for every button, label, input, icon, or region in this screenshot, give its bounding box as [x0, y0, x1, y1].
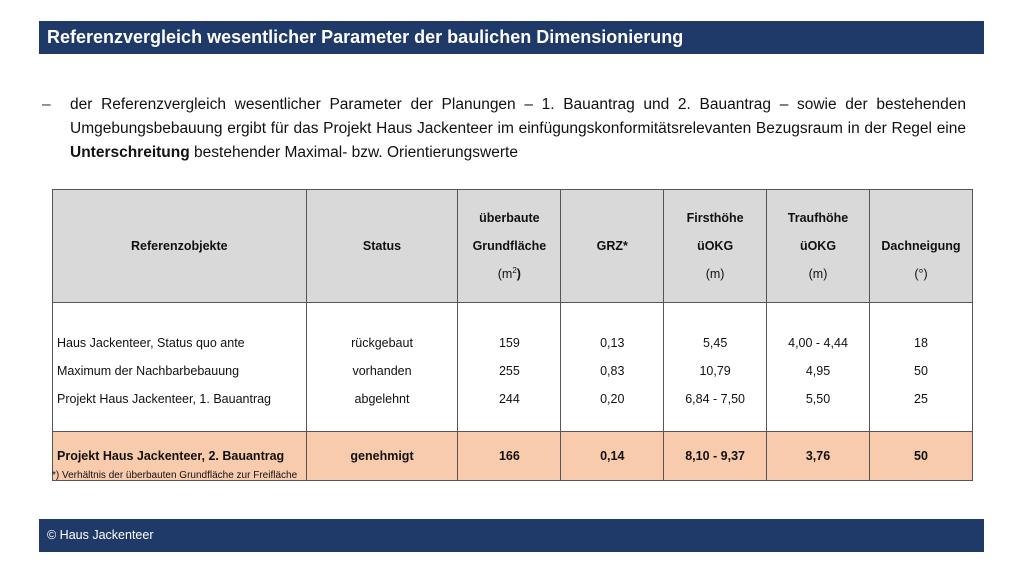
bullet-text-after: bestehender Maximal- bzw. Orientierungswerte — [189, 144, 518, 161]
col-dachneigung — [869, 303, 972, 432]
bullet-paragraph — [42, 93, 966, 165]
table-cell: rückgebaut — [351, 336, 413, 350]
header-dachneigung: Dachneigung (°) — [869, 190, 972, 303]
table-cell: 3,76 — [767, 432, 870, 481]
footer-copyright: © Haus Jackenteer — [39, 519, 984, 552]
table-cell: 255 — [498, 364, 520, 378]
table-cell: genehmigt — [306, 432, 458, 481]
table-header-row — [53, 190, 973, 303]
footnote: *) Verhältnis der überbauten Grundfläche zur Freifläche — [52, 470, 298, 481]
table-cell: 0,13 — [600, 336, 625, 350]
col-traufhoehe — [767, 303, 870, 432]
table-cell: Haus Jackenteer, Status quo ante — [57, 336, 245, 350]
table-cell: 5,50 — [805, 392, 831, 406]
table-cell: 25 — [914, 392, 928, 406]
table-cell: Projekt Haus Jackenteer, 2. Bauantrag — [53, 432, 307, 481]
table-cell: abgelehnt — [354, 392, 410, 406]
bullet-dash: – — [42, 96, 51, 113]
table-cell: 18 — [914, 336, 928, 350]
col-firsthoehe — [664, 303, 767, 432]
table-cell: vorhanden — [352, 364, 412, 378]
table-cell: 10,79 — [699, 364, 731, 378]
table-cell: Projekt Haus Jackenteer, 1. Bauantrag — [57, 392, 272, 406]
table-cell: Maximum der Nachbarbebauung — [57, 364, 240, 378]
table-cell: 4,95 — [805, 364, 831, 378]
col-grz — [561, 303, 664, 432]
table-cell: 4,00 - 4,44 — [788, 336, 848, 350]
slide-title: Referenzvergleich wesentlicher Parameter der baulichen Dimensionierung — [39, 21, 984, 54]
table-cell: 166 — [458, 432, 561, 481]
col-status — [306, 303, 458, 432]
header-status: Status — [306, 190, 458, 303]
table-data-block — [53, 303, 973, 432]
table-cell: 8,10 - 9,37 — [664, 432, 767, 481]
table-cell: 0,14 — [561, 432, 664, 481]
bullet-text-bold: Unterschreitung — [70, 144, 190, 161]
col-grundflaeche — [458, 303, 561, 432]
table-cell: 0,83 — [600, 364, 625, 378]
table-cell: 5,45 — [702, 336, 728, 350]
bullet-text-before: der Referenzvergleich wesentlicher Parameter der Planungen – 1. Bauantrag und 2. Bauantrag – sowie der bestehenden Umgebungsbebauung ergibt für das Projekt Haus Jackenteer im einfügungskonformitätsrelevanten Bezugsraum in der Regel eine — [70, 96, 966, 137]
header-grundflaeche: überbaute Grundfläche $(m^2)$ — [458, 190, 561, 303]
col-referenzobjekte — [53, 303, 307, 432]
reference-table — [52, 189, 973, 481]
header-firsthoehe: Firsthöhe üOKG (m) — [664, 190, 767, 303]
table-cell: 50 — [914, 364, 928, 378]
bullet-text — [70, 93, 966, 165]
header-grz: GRZ* — [561, 190, 664, 303]
table-cell: 159 — [498, 336, 520, 350]
header-referenzobjekte: Referenzobjekte — [53, 190, 307, 303]
header-traufhoehe: Traufhöhe üOKG (m) — [767, 190, 870, 303]
table-cell: 50 — [869, 432, 972, 481]
table-cell: 6,84 - 7,50 — [685, 392, 745, 406]
table-cell: 244 — [498, 392, 520, 406]
table-cell: 0,20 — [600, 392, 625, 406]
